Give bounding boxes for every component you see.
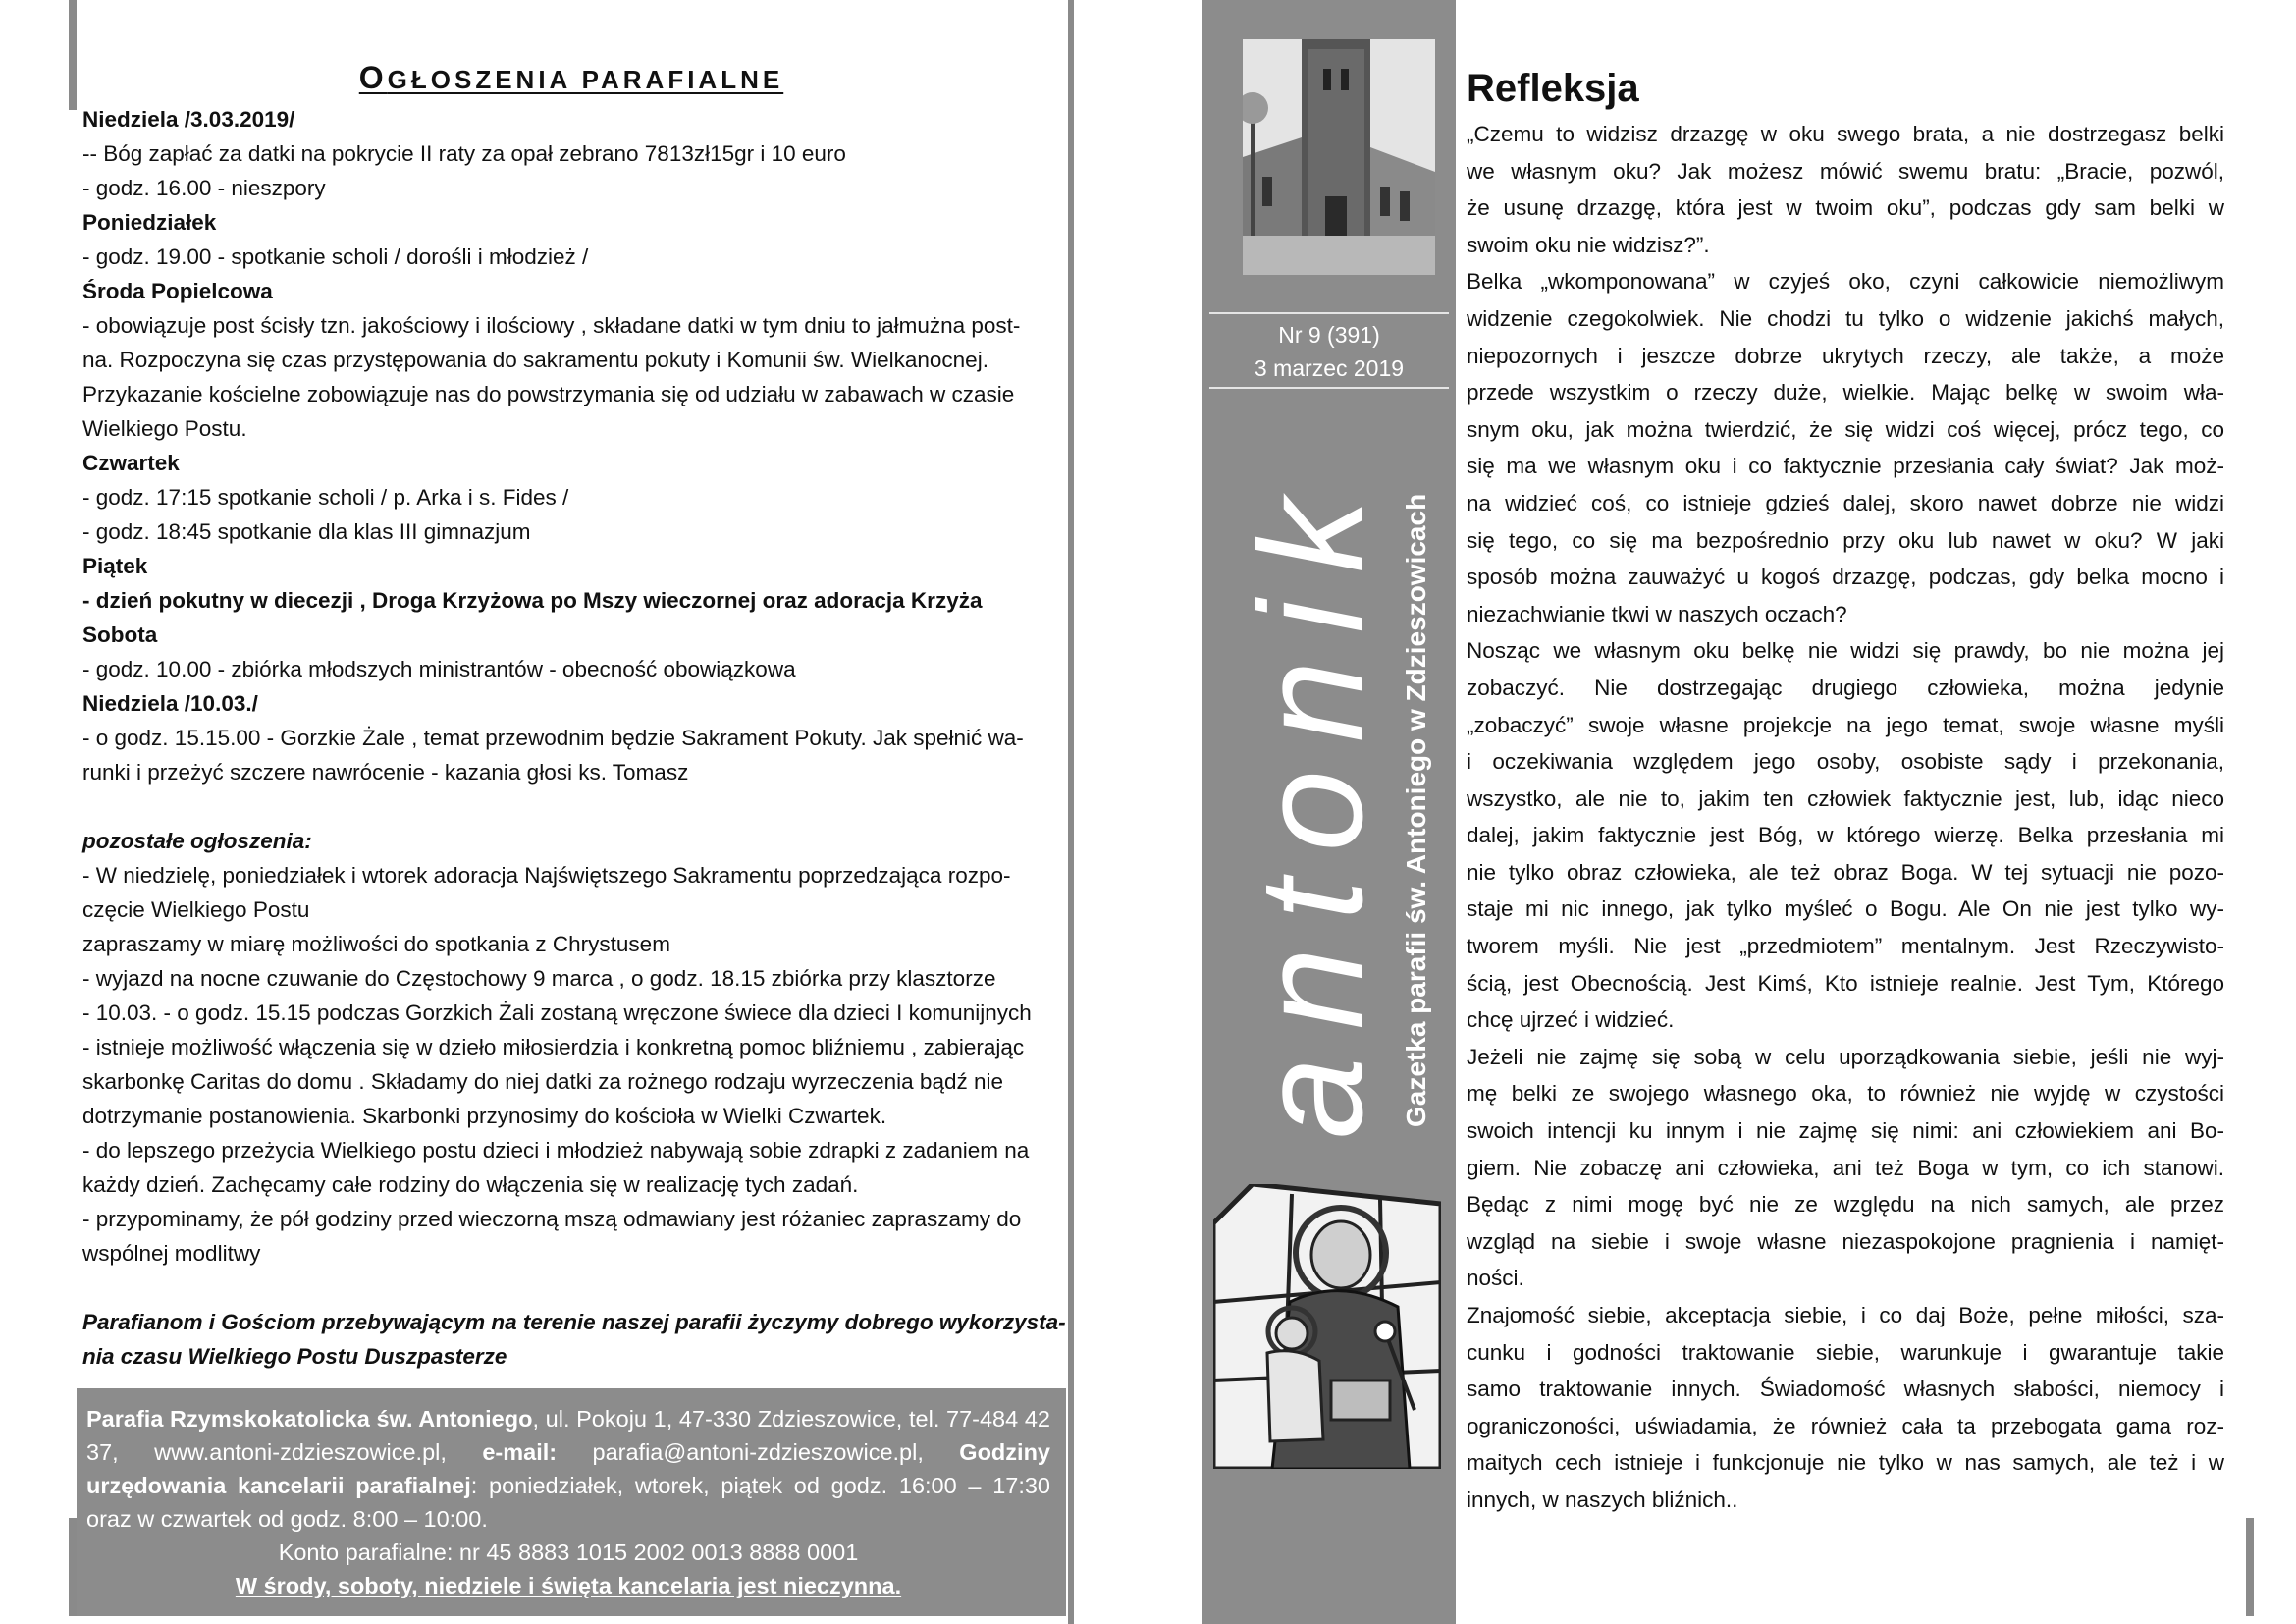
announcement-line: - godz. 19.00 - spotkanie scholi / dorośli i młodzież / [82, 244, 589, 269]
reflection-line: Znajomość siebie, akceptacja siebie, i co daj Boże, pełne miłości, sza- [1467, 1303, 2224, 1327]
reflection-line: Będąc z nimi mogę być nie ze względu na nich samych, ale przez [1467, 1192, 2224, 1218]
reflection-line: ności. [1467, 1266, 1524, 1291]
reflection-line: cunku i godności traktowanie siebie, warunkuje i gwarantuje takie [1467, 1339, 2224, 1365]
announcement-heading: Piątek [82, 554, 148, 578]
parish-contact-paragraph [86, 1402, 1050, 1536]
announcement-line: - istnieje możliwość włączenia się w dzieło miłosierdzia i konkretną pomoc bliźniemu , zabierając [82, 1035, 1025, 1059]
parish-info-box [77, 1388, 1066, 1616]
stained-glass-icon [1213, 1184, 1441, 1469]
bank-account: Konto parafialne: nr 45 8883 1015 2002 0013 8888 0001 [278, 1540, 859, 1565]
brand-title: antonik [1228, 471, 1393, 1139]
reflection-line: tworem myśli. Nie jest „przedmiotem” mentalnym. Jest Rzeczywisto- [1467, 934, 2224, 959]
announcements-section [82, 60, 1066, 1374]
frame-bar-left-top [69, 0, 77, 110]
announcement-heading: Poniedziałek [82, 210, 217, 235]
announcement-line: skarbonkę Caritas do domu . Składamy do niej datki za rożnego rodzaju wyrzeczenia bądź nie [82, 1069, 1004, 1094]
church-photo [1243, 39, 1435, 275]
reflection-line: swoim oku nie widzisz?”. [1467, 232, 1710, 257]
reflection-line: „Czemu to widzisz drzazgę w oku swego brata, a nie dostrzegasz belki [1467, 122, 2224, 146]
announcement-line: częcie Wielkiego Postu [82, 897, 310, 922]
announcement-line: - 10.03. - o godz. 15.15 podczas Gorzkich Żali zostaną wręczone świece dla dzieci I komunijnych [82, 1001, 1032, 1025]
announcements-list [82, 102, 1066, 1374]
issue-number: Nr 9 (391) [1278, 322, 1380, 348]
announcement-heading: - dzień pokutny w diecezji , Droga Krzyżowa po Mszy wieczornej oraz adoracja Krzyża [82, 588, 983, 613]
announcement-line: - godz. 16.00 - nieszpory [82, 176, 326, 200]
reflection-line: się ma we własnym oku i co faktycznie przesłania cały świat? Jak moż- [1467, 454, 2224, 479]
reflection-line: samo traktowanie innych. Świadomość własnych słabości, niemocy i [1467, 1377, 2224, 1402]
saint-anthony-stained-glass [1213, 1184, 1441, 1469]
announcement-line: dotrzymanie postanowienia. Skarbonki przynosimy do kościoła w Wielki Czwartek. [82, 1104, 887, 1128]
announcement-heading: Środa Popielcowa [82, 279, 273, 303]
announcement-line: - przypominamy, że pół godziny przed wieczorną mszą odmawiany jest różaniec zapraszamy do [82, 1207, 1022, 1231]
reflection-line: przede wszystkim o rzeczy duże, wielkie. Mając belkę w swoim wła- [1467, 380, 2224, 406]
announcement-heading: Sobota [82, 623, 158, 647]
reflection-line: wzgląd na siebie i swoje własne niezaspokojone pragnienia i namięt- [1467, 1228, 2224, 1254]
frame-bar-center-left [1068, 0, 1074, 1624]
parish-name: Parafia Rzymskokatolicka św. Antoniego [86, 1406, 533, 1432]
office-hours-label: Godziny urzędowania kancelarii parafialnej [86, 1439, 1050, 1498]
office-hours: : poniedziałek, wtorek, piątek od godz. 16:00 – 17:30 oraz w czwartek od godz. 8:00 – 10:00. [86, 1473, 1050, 1532]
email-label: e-mail: [482, 1439, 558, 1465]
announcement-line: pozostałe ogłoszenia: [82, 829, 312, 853]
announcement-line: na. Rozpoczyna się czas przystępowania do sakramentu pokuty i Komunii św. Wielkanocnej. [82, 348, 988, 372]
reflection-line: Belka „wkomponowana” w czyjeś oko, czyni całkowicie niemożliwym [1467, 269, 2224, 295]
parish-address: , ul. Pokoju 1, 47-330 Zdzieszowice, tel. 77-484 42 37, www.antoni-zdzieszowice.pl, [86, 1406, 1050, 1465]
announcement-line: wspólnej modlitwy [82, 1241, 261, 1266]
reflection-line: we własnym oku? Jak możesz mówić swemu bratu: „Bracie, pozwól, [1467, 158, 2224, 184]
reflection-line: niepozornych i jeszcze dobrze ukrytych rzeczy, ale także, a może [1467, 343, 2224, 368]
reflection-line: sposób można zauważyć u kogoś drzazgę, podczas, gdy belka mocno i [1467, 565, 2224, 590]
reflection-line: swoich intencji ku innym i nie zajmę się nimi: ani człowiekiem ani Bo- [1467, 1118, 2224, 1144]
reflection-line: nie tylko obraz człowieka, ale też obraz Boga. W tej sytuacji nie pozo- [1467, 859, 2224, 885]
reflection-line: że usunę drzazgę, która jest w twoim oku”, podczas gdy sam belki w [1467, 195, 2224, 221]
reflection-line: ścią, jest Obecnością. Jest Kimś, Kto istnieje realnie. Jest Tym, Którego [1467, 970, 2224, 996]
reflection-line: chcę ujrzeć i widzieć. [1467, 1007, 1675, 1033]
issue-date: 3 marzec 2019 [1254, 355, 1405, 381]
reflection-line: się tego, co się ma bezpośrednio przy oku lub nawet w oku? W jaki [1467, 527, 2224, 553]
reflection-line: na widzieć coś, co istnieje gdzieś dalej, skoro nawet dobrze nie widzi [1467, 490, 2224, 515]
announcement-line: runki i przeżyć szczere nawrócenie - kazania głosi ks. Tomasz [82, 760, 689, 785]
reflection-line: mę belki ze swojego własnego oka, to również nie wyjdę w czystości [1467, 1081, 2224, 1107]
announcement-line: nia czasu Wielkiego Postu Duszpasterze [82, 1344, 507, 1369]
office-closed-notice: W środy, soboty, niedziele i święta kancelaria jest nieczynna. [235, 1573, 902, 1598]
announcements-title: OGŁOSZENIA PARAFIALNE [358, 60, 784, 95]
reflection-line: ograniczoności, uświadamia, że również cała ta przebogata gama roz- [1467, 1413, 2224, 1438]
reflection-line: maitych cech istnieje i funkcjonuje nie tylko w nas samych, ale też i w [1467, 1450, 2224, 1476]
announcement-line: -- Bóg zapłać za datki na pokrycie II raty za opał zebrano 7813zł15gr i 10 euro [82, 141, 846, 166]
announcement-heading: Niedziela /3.03.2019/ [82, 107, 295, 132]
reflection-line: zobaczyć. Nie dostrzegając drugiego człowieka, można jedynie [1467, 675, 2224, 700]
reflection-line: wszystko, ale nie to, jakim ten człowiek faktycznie jest, lub, idąc nieco [1467, 785, 2224, 811]
announcement-line: Parafianom i Gościom przebywającym na terenie naszej parafii życzymy dobrego wykorzysta- [82, 1310, 1066, 1334]
reflection-line: dalej, jakim faktycznie jest Bóg, w którego wierzę. Belka przesłania mi [1467, 823, 2224, 848]
brand-subtitle: Gazetka parafii św. Antoniego w Zdzieszowicach [1401, 493, 1431, 1127]
reflection-line: „zobaczyć” swoje własne projekcje na jego temat, swoje własne myśli [1467, 712, 2224, 737]
frame-bar-right [2246, 1518, 2254, 1616]
frame-bar-left-bottom [69, 1518, 77, 1616]
reflection-line: snym oku, jak można twierdzić, że się widzi coś więcej, prócz tego, co [1467, 416, 2224, 442]
announcement-spacer [82, 789, 1060, 824]
reflection-line: innych, w naszych bliźnich.. [1467, 1487, 1738, 1512]
reflection-line: Nosząc we własnym oku belkę nie widzi się prawdy, bo nie można jej [1467, 638, 2224, 664]
announcement-heading: Niedziela /10.03./ [82, 691, 258, 716]
announcement-line: - W niedzielę, poniedziałek i wtorek adoracja Najświętszego Sakramentu poprzedzająca rozpo- [82, 863, 1011, 888]
announcement-line: - wyjazd na nocne czuwanie do Częstochowy 9 marca , o godz. 18.15 zbiórka przy klasztorze [82, 966, 996, 991]
reflection-section [1467, 61, 2224, 1519]
announcement-line: - godz. 18:45 spotkanie dla klas III gimnazjum [82, 519, 531, 544]
announcement-heading: Czwartek [82, 451, 180, 475]
reflection-line: staje mi nic innego, jak tylko myśleć o Bogu. Ale On nie jest tylko wy- [1467, 896, 2224, 922]
announcement-line: - o godz. 15.15.00 - Gorzkie Żale , temat przewodnim będzie Sakrament Pokuty. Jak spełnić wa- [82, 726, 1024, 750]
announcement-spacer [82, 1271, 1060, 1305]
reflection-line: i oczekiwania względem jego osoby, osobiste sądy i przekonania, [1467, 749, 2224, 775]
announcement-line: Wielkiego Postu. [82, 416, 247, 441]
church-illustration-icon [1243, 39, 1435, 275]
reflection-title: Refleksja [1467, 67, 1639, 110]
announcement-line: - godz. 17:15 spotkanie scholi / p. Arka i s. Fides / [82, 485, 569, 510]
reflection-line: widzenie czegokolwiek. Nie chodzi tu tylko o widzenie jakichś małych, [1467, 305, 2224, 331]
announcement-line: zapraszamy w miarę możliwości do spotkania z Chrystusem [82, 932, 670, 956]
reflection-line: giem. Nie zobaczę ani człowieka, ani też Boga w tym, co ich stanowi. [1467, 1155, 2224, 1180]
parish-email: parafia@antoni-zdzieszowice.pl, [557, 1439, 960, 1465]
reflection-text [1467, 116, 2224, 1519]
announcement-line: - do lepszego przeżycia Wielkiego postu dzieci i młodzież nabywają sobie zdrapki z zadaniem na [82, 1138, 1030, 1163]
announcement-line: - obowiązuje post ścisły tzn. jakościowy i ilościowy , składane datki w tym dniu to jałmużna post- [82, 313, 1021, 338]
issue-box [1209, 312, 1449, 389]
reflection-line: Jeżeli nie zajmę się sobą w celu uporządkowania siebie, jeśli nie wyj- [1467, 1044, 2224, 1069]
announcement-line: - godz. 10.00 - zbiórka młodszych ministrantów - obecność obowiązkowa [82, 657, 796, 681]
announcement-line: Przykazanie kościelne zobowiązuje nas do powstrzymania się od udziału w zabawach w czasie [82, 382, 1015, 406]
announcement-line: każdy dzień. Zachęcamy całe rodziny do włączenia się w realizację tych zadań. [82, 1172, 859, 1197]
reflection-line: niezachwianie tkwi w naszych oczach? [1467, 601, 1847, 626]
